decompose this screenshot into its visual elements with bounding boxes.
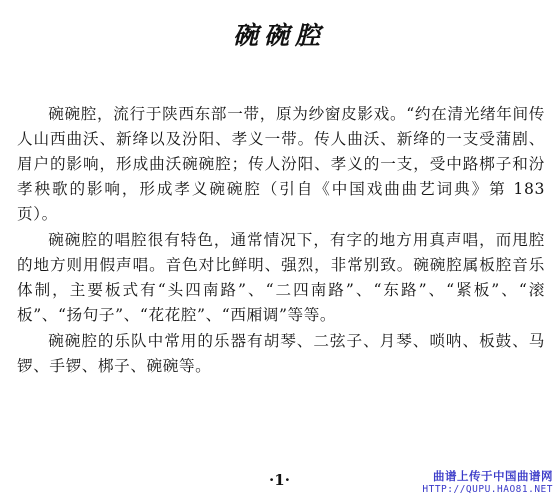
watermark-url: HTTP://QUPU.HAO81.NET	[422, 484, 553, 495]
page-number: ·1·	[269, 471, 290, 489]
paragraph-1: 碗碗腔，流行于陕西东部一带，原为纱窗皮影戏。“约在清光绪年间传人山西曲沃、新绛以及汾阳、孝义一带。传人曲沃、新绛的一支受蒲剧、眉户的影响，形成曲沃碗碗腔；传人汾阳、孝义的一支，受中路梆子和汾孝秧歌的影响，形成孝义碗碗腔（引自《中国戏曲曲艺词典》第 183 页）。	[17, 105, 545, 223]
page-title: 碗碗腔	[232, 21, 326, 50]
body-text	[17, 102, 545, 380]
site-watermark	[422, 470, 553, 496]
watermark-text: 曲谱上传于中国曲谱网	[433, 469, 553, 483]
paragraph-2: 碗碗腔的唱腔很有特色，通常情况下，有字的地方用真声唱，而甩腔的地方则用假声唱。音色对比鲜明、强烈，非常别致。碗碗腔属板腔音乐体制，主要板式有“头四南路”、“二四南路”、“东路”、“紧板”、“滚板”、“扬句子”、“花花腔”、“西厢调”等等。	[17, 231, 545, 324]
paragraph-3: 碗碗腔的乐队中常用的乐器有胡琴、二弦子、月琴、唢呐、板鼓、马锣、手锣、梆子、碗碗等。	[17, 332, 545, 375]
